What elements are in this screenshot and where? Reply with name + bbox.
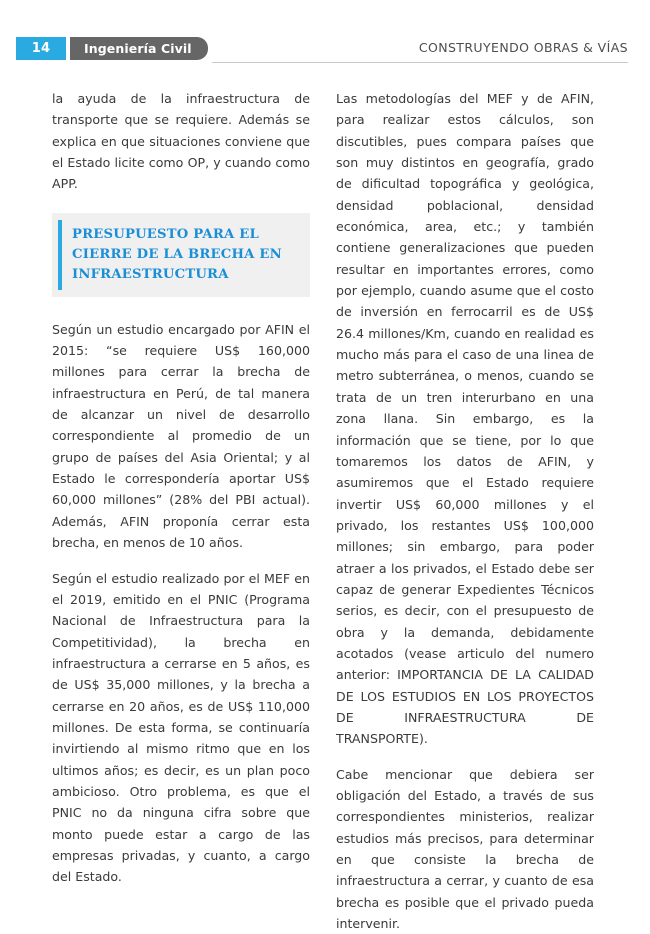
section-heading-block bbox=[52, 213, 310, 297]
heading-accent-bar bbox=[58, 220, 62, 290]
header-divider bbox=[212, 62, 628, 63]
paragraph: Las metodologías del MEF y de AFIN, para realizar estos cálculos, son discutibles, pues compara países que son muy distintos en geografía, grado de dificultad topográfica y geológica, densidad poblacional, densidad económica, area, etc.; y también contiene generalizaciones que pueden resultar en importantes errores, como por ejemplo, cuando asume que el costo de inversión en ferrocarril es de US$ 26.4 millones/Km, cuando en realidad es mucho más para el caso de una linea de metro subterránea, o menos, cuando se trata de un tren interurbano en una zona llana. Sin embargo, es la información que se tiene, por lo que tomaremos los datos de AFIN, y asumiremos que el Estado requiere invertir US$ 60,000 millones y el privado, los restantes US$ 100,000 millones; sin embargo, para poder atraer a los privados, el Estado debe ser capaz de generar Expedientes Técnicos serios, es decir, con el presupuesto de obra y la demanda, debidamente acotados (vease articulo del numero anterior: IMPORTANCIA DE LA CALIDAD DE LOS ESTUDIOS EN LOS PROYECTOS DE INFRAESTRUCTURA DE TRANSPORTE). bbox=[336, 91, 594, 747]
left-text-column bbox=[52, 88, 310, 888]
section-heading-text: PRESUPUESTO PARA EL CIERRE DE LA BRECHA EN INFRAESTRUCTURA bbox=[72, 226, 282, 282]
page-number-badge bbox=[16, 37, 66, 60]
paragraph: la ayuda de la infraestructura de transporte que se requiere. Además se explica en que situaciones conviene que el Estado licite como OP, y cuando como APP. bbox=[52, 91, 310, 192]
paragraph: Según un estudio encargado por AFIN el 2015: “se requiere US$ 160,000 millones para cerrar la brecha de infraestructura en Perú, de tal manera de alcanzar un nivel de desarrollo correspondiente al promedio de un grupo de países del Asia Oriental; y al Estado le correspondería aportar US$ 60,000 millones” (28% del PBI actual). Además, AFIN proponía cerrar esta brecha, en menos de 10 años. bbox=[52, 321, 310, 551]
section-tag bbox=[70, 37, 208, 60]
paragraph: Según el estudio realizado por el MEF en el 2019, emitido en el PNIC (Programa Nacional de Infraestructura para la Competitividad), la brecha en infraestructura a cerrarse en 5 años, es de US$ 35,000 millones, y la brecha a cerrarse en 20 años, es de US$ 110,000 millones. De esta forma, se continuaría invirtiendo al mismo ritmo que en los ultimos años; es decir, es un plan poco ambicioso. Otro problema, es que el PNIC no da ninguna cifra sobre que monto puede estar a cargo de las empresas privadas, y cuanto, a cargo del Estado. bbox=[52, 570, 310, 885]
publication-title: CONSTRUYENDO OBRAS & VÍAS bbox=[418, 40, 628, 55]
paragraph: Cabe mencionar que debiera ser obligación del Estado, a través de sus correspondientes ministerios, realizar estudios más precisos, para determinar en que consiste la brecha de infraestructura a cerrar, y cuanto de esa brecha es posible que el privado pueda intervenir. bbox=[336, 766, 594, 932]
section-tag-label: Ingeniería Civil bbox=[84, 41, 192, 56]
page-header bbox=[0, 0, 650, 72]
right-text-column bbox=[336, 88, 594, 934]
page-number-text: 14 bbox=[31, 41, 51, 56]
